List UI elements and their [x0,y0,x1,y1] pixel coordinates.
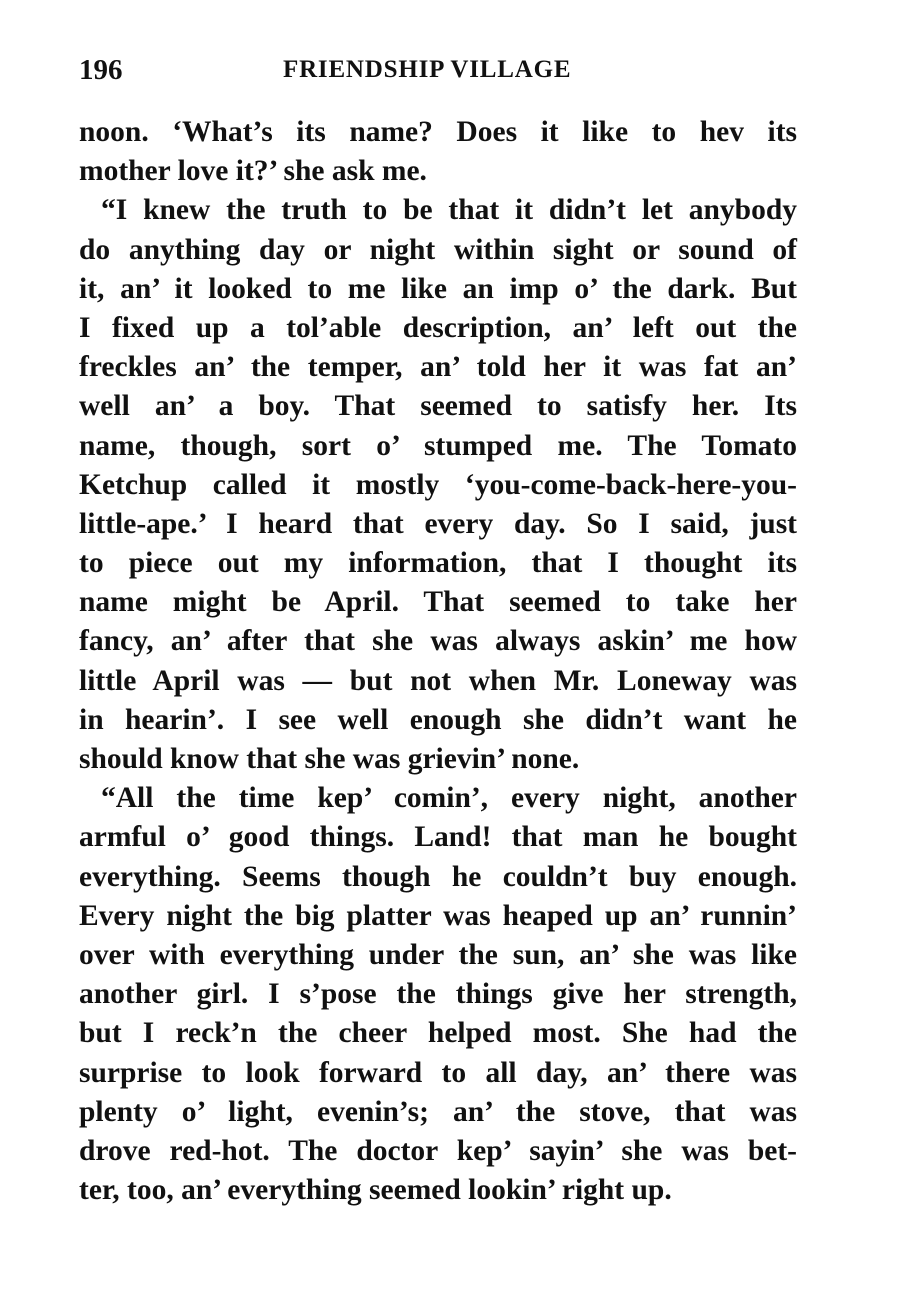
running-title: FRIENDSHIP VILLAGE [283,56,572,83]
text-line: mother love it?’ she ask me. [79,155,427,188]
text-line: but I reck’n the cheer helped most. She had the [79,1017,797,1050]
text-line: “All the time kep’ comin’, every night, another [101,782,797,815]
text-line: fancy, an’ after that she was always askin’ me how [79,625,797,658]
text-line: noon. ‘What’s its name? Does it like to hev its [79,116,797,148]
text-line: little-ape.’ I heard that every day. So I said, just [79,507,797,540]
text-line: ter, too, an’ everything seemed lookin’ right up. [79,1174,672,1207]
text-line: “I knew the truth to be that it didn’t let anybody [101,194,797,227]
text-line: drove red-hot. The doctor kep’ sayin’ she was bet- [79,1134,797,1167]
body-text [79,113,797,1210]
text-line: do anything day or night within sight or sound of [79,233,797,266]
text-line: plenty o’ light, evenin’s; an’ the stove, that was [79,1095,797,1128]
text-line: Ketchup called it mostly ‘you-come-back-here-you- [79,468,797,501]
running-head [79,52,799,88]
text-line: name might be April. That seemed to take her [79,586,797,619]
text-line: name, though, sort o’ stumped me. The Tomato [79,429,797,462]
text-line: to piece out my information, that I thought its [79,547,797,580]
text-line: little April was — but not when Mr. Loneway was [79,664,797,697]
text-line: well an’ a boy. That seemed to satisfy her. Its [79,390,797,423]
text-line: I fixed up a tol’able description, an’ left out the [79,311,797,344]
page-number: 196 [79,54,123,86]
text-line: it, an’ it looked to me like an imp o’ the dark. But [79,272,797,305]
text-line: in hearin’. I see well enough she didn’t want he [79,703,797,736]
text-line: everything. Seems though he couldn’t buy enough. [79,860,797,893]
text-line: surprise to look forward to all day, an’ there was [79,1056,797,1089]
text-line: freckles an’ the temper, an’ told her it was fat an’ [79,351,797,384]
text-line: Every night the big platter was heaped up an’ runnin’ [79,899,797,932]
text-line: armful o’ good things. Land! that man he bought [79,821,797,854]
text-line: over with everything under the sun, an’ she was like [79,938,797,971]
text-line: should know that she was grievin’ none. [79,743,580,775]
text-line: another girl. I s’pose the things give her strength, [79,978,797,1011]
